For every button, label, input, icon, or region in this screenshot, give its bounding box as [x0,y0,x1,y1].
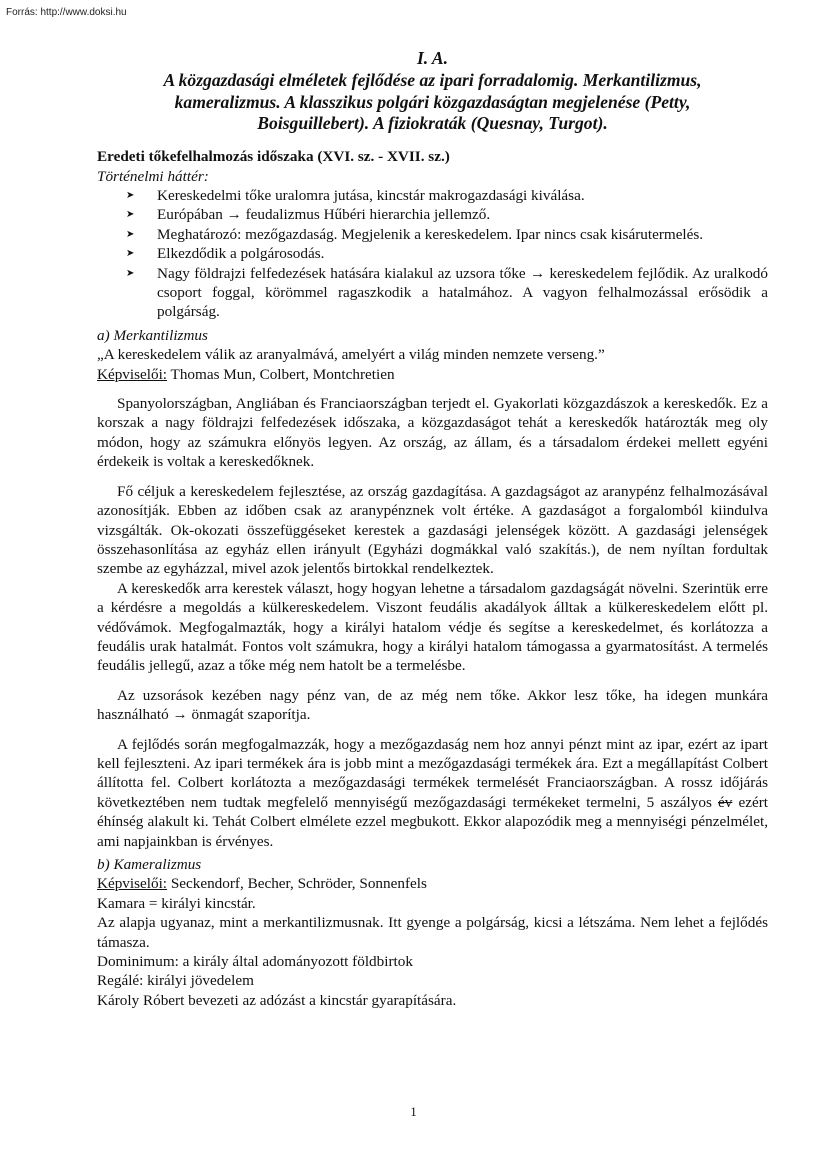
bullet-list [97,186,768,322]
representatives-label: Képviselői: [97,875,168,893]
source-label: Forrás: http://www.doksi.hu [6,7,127,18]
paragraph: Fő céljuk a kereskedelem fejlesztése, az ország gazdagítása. A gazdagságot az aranypénz felhalmozásával azonosítják. Ebben az időben csak az aranypénznek volt értéke. A gazdaságot a forgalomból kiindulva vizsgálták. Ok-okozati összefüggéseket kerestek a gazdasági jelenségek között. A gazdasági jelenségek összehasonlítása az egyház ellen irányult (Egyházi dogmákkal való szakítás.), de nem nyíltan fordultak szembe az egyházzal, mivel azok jelentős birtokkal rendelkeztek. [97,482,768,578]
representatives [97,874,768,893]
struck-word: év [718,793,733,811]
list-item: ➤ Nagy földrajzi felfedezések hatására kialakul az uzsora tőke → kereskedelem fejlődik. Az uralkodó csoport foggal, körömmel ragaszkodik a hatalmához. A vagyon felhalmozással erősödik a polgárság. [126,264,768,321]
paragraph: Spanyolországban, Angliában és Franciaországban terjedt el. Gyakorlati közgazdászok a kereskedők. Ez a korszak a nagy földrajzi felfedezések időszaka, a közgazdaságot tehát a kereskedők határozták meg oly módon, hogy az számukra előnyös legyen. Az ország, az állam, és a társadalom érdekei mellett egyéni érdekeik is voltak a kereskedőknek. [97,395,768,471]
representatives-names: Thomas Mun, Colbert, Montchretien [167,365,395,383]
title-line-2: A közgazdasági elméletek fejlődése az ipari forradalomig. Merkantilizmus, [163,69,702,90]
text-line: Károly Róbert bevezeti az adózást a kincstár gyarapítására. [97,991,457,1009]
page-number: 1 [410,1104,417,1119]
representatives-label: Képviselői: [97,365,168,383]
representatives [97,365,768,384]
text-line: Kamara = királyi kincstár. [97,894,256,912]
paragraph: Az uzsorások kezében nagy pénz van, de az még nem tőke. Akkor lesz tőke, ha idegen munkára használható → önmagát szaporítja. [97,686,768,724]
title-line-4: Boisguillebert). A fiziokraták (Quesnay, Turgot). [257,113,608,134]
page-title [97,48,768,135]
document-body [97,48,768,1010]
text-line: Regálé: királyi jövedelem [97,972,254,990]
list-item: ➤ Elkezdődik a polgárosodás. [126,245,325,263]
arrow-bullet-icon: ➤ [126,248,135,260]
section-subheading: Történelmi háttér: [97,167,209,185]
title-line-3: kameralizmus. A klasszikus polgári közgazdaságtan megjelenése (Petty, [174,91,691,112]
kameralizmus-heading: b) Kameralizmus [97,856,202,873]
list-item: ➤ Meghatározó: mezőgazdaság. Megjelenik a kereskedelem. Ipar nincs csak kisárutermelés. [126,225,704,243]
representatives-names: Seckendorf, Becher, Schröder, Sonnenfels [167,875,427,893]
merkantilizmus-heading: a) Merkantilizmus [97,326,208,344]
list-item: ➤ Kereskedelmi tőke uralomra jutása, kincstár makrogazdasági kiválása. [126,187,585,204]
arrow-bullet-icon: ➤ [126,228,135,240]
arrow-bullet-icon: ➤ [126,190,135,201]
title-line-1: I. A. [416,48,449,68]
arrow-bullet-icon: ➤ [126,209,135,221]
quote: „A kereskedelem válik az aranyalmává, amelyért a világ minden nemzete verseng.” [97,346,605,364]
paragraph: A kereskedők arra kerestek választ, hogy hogyan lehetne a társadalom gazdagságát növelni. Szerintük erre a kérdésre a megoldás a külkereskedelem. Viszont feudális akadályok álltak a külkereskedelem előtt pl. védővámok. Megfogalmazták, hogy a királyi hatalom védje és segítse a kereskedelmet, és korlátozza a feudális urak hatalmát. Fontos volt számukra, hogy a királyi hatalom támogassa a gyarmatosítást. A termelés feudális jellegű, azaz a tőke még nem hatolt be a termelésbe. [97,579,768,675]
text-line: Dominimum: a király által adományozott földbirtok [97,953,413,971]
section-heading: Eredeti tőkefelhalmozás időszaka (XVI. sz. - XVII. sz.) [97,148,450,166]
list-item: ➤ Európában → feudalizmus Hűbéri hierarchia jellemző. [126,206,491,224]
arrow-bullet-icon: ➤ [126,267,135,279]
text-line: Az alapja ugyanaz, mint a merkantilizmusnak. Itt gyenge a polgárság, kicsi a létszáma. Nem lehet a fejlődés támasza. [97,914,768,951]
paragraph: A fejlődés során megfogalmazzák, hogy a mezőgazdaság nem hoz annyi pénzt mint az ipar, ezért az ipart kell fejleszteni. Az ipari termékek ára is jobb mint a mezőgazdasági termékek ára. Ezt a megállapítást Colbert állította fel. Colbert korlátozta a mezőgazdasági termékek termelését Franciaországban. A rossz időjárás következtében nem tudtak megfelelő mennyiségű mezőgazdasági termékeket termelni, 5 aszályos év ezért éhínség alakult ki. Tehát Colbert elmélete ezzel megbukott. Ekkor alapozódik meg a mennyiségi pénzelmélet, ami napjainkban is érvényes. [97,735,768,850]
